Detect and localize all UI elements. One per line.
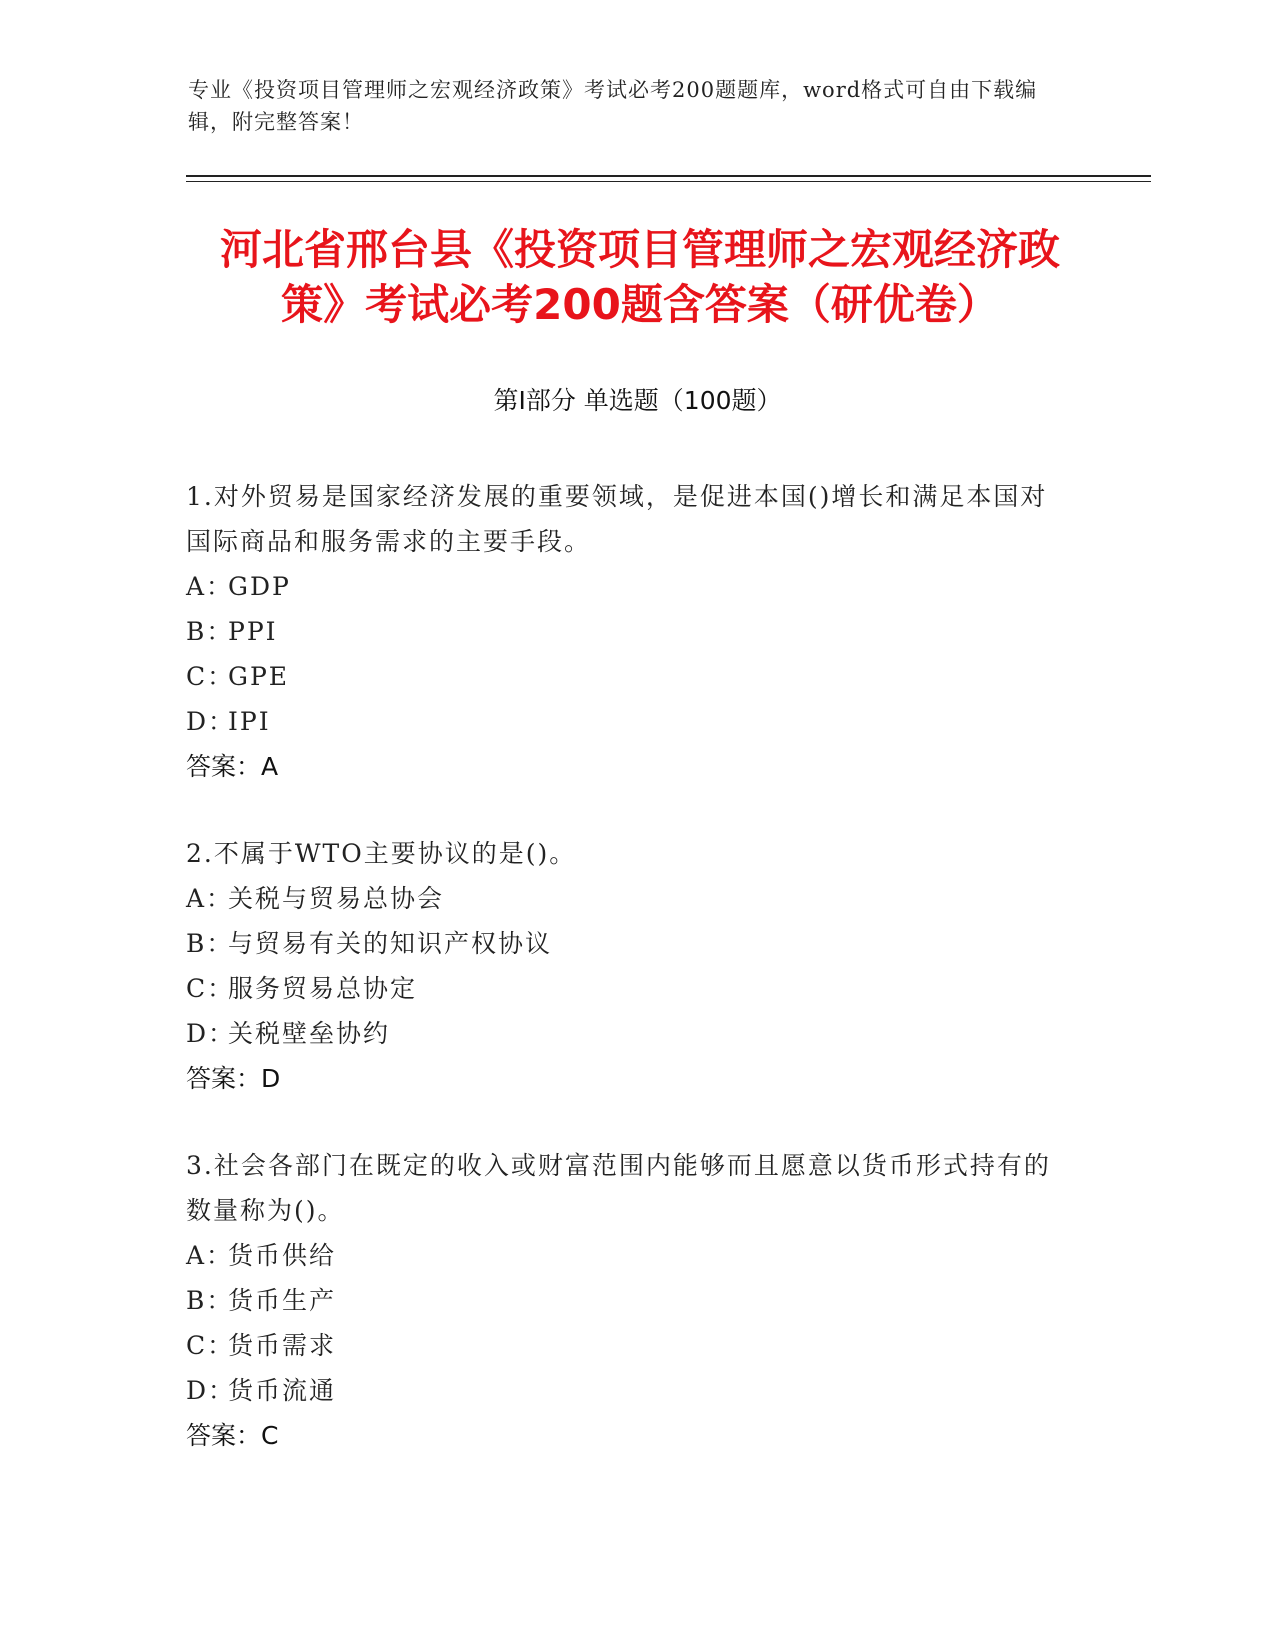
option-a [186, 1233, 1066, 1278]
answer-line: 答案：D [186, 1064, 281, 1093]
option-key: B： [186, 617, 234, 646]
option-c [186, 966, 1066, 1011]
option-key: D： [186, 1019, 236, 1048]
question-text: 1.对外贸易是国家经济发展的重要领域，是促进本国()增长和满足本国对国际商品和服务需求的主要手段。 [186, 482, 1048, 556]
question-list [186, 474, 1066, 1500]
option-text: 关税壁垒协约 [228, 1019, 391, 1048]
option-a [186, 564, 1066, 609]
option-key: A： [186, 884, 234, 913]
header-note: 专业《投资项目管理师之宏观经济政策》考试必考200题题库，word格式可自由下载编辑，附完整答案！ [188, 78, 1038, 134]
option-text: GPE [228, 662, 290, 691]
option-c [186, 1323, 1066, 1368]
option-key: B： [186, 929, 234, 958]
option-text: 货币流通 [228, 1376, 337, 1405]
option-c [186, 654, 1066, 699]
question-text: 2.不属于WTO主要协议的是()。 [186, 839, 577, 868]
option-d [186, 1011, 1066, 1056]
option-b [186, 609, 1066, 654]
option-key: D： [186, 707, 236, 736]
option-key: B： [186, 1286, 234, 1315]
option-key: A： [186, 1241, 234, 1270]
option-text: PPI [228, 617, 278, 646]
option-text: 关税与贸易总协会 [228, 884, 445, 913]
option-text: GDP [228, 572, 291, 601]
document-title: 河北省邢台县《投资项目管理师之宏观经济政策》考试必考200题含答案（研优卷） [219, 225, 1060, 329]
answer-line: 答案：A [186, 752, 279, 781]
option-a [186, 876, 1066, 921]
option-b [186, 1278, 1066, 1323]
option-key: C： [186, 662, 235, 691]
option-d [186, 1368, 1066, 1413]
option-text: 货币供给 [228, 1241, 337, 1270]
question-item [186, 831, 1066, 1101]
option-text: 货币生产 [228, 1286, 337, 1315]
answer-line: 答案：C [186, 1421, 279, 1450]
header-divider-thin [186, 181, 1151, 182]
question-item [186, 474, 1066, 789]
option-b [186, 921, 1066, 966]
question-item [186, 1143, 1066, 1458]
header-divider-thick [186, 175, 1151, 177]
option-key: A： [186, 572, 234, 601]
option-text: IPI [228, 707, 271, 736]
option-key: D： [186, 1376, 236, 1405]
section-title: 第I部分 单选题（100题） [493, 386, 782, 415]
question-text: 3.社会各部门在既定的收入或财富范围内能够而且愿意以货币形式持有的数量称为()。 [186, 1151, 1051, 1225]
option-text: 货币需求 [228, 1331, 337, 1360]
option-text: 与贸易有关的知识产权协议 [228, 929, 553, 958]
option-d [186, 699, 1066, 744]
option-key: C： [186, 1331, 235, 1360]
option-key: C： [186, 974, 235, 1003]
option-text: 服务贸易总协定 [228, 974, 418, 1003]
